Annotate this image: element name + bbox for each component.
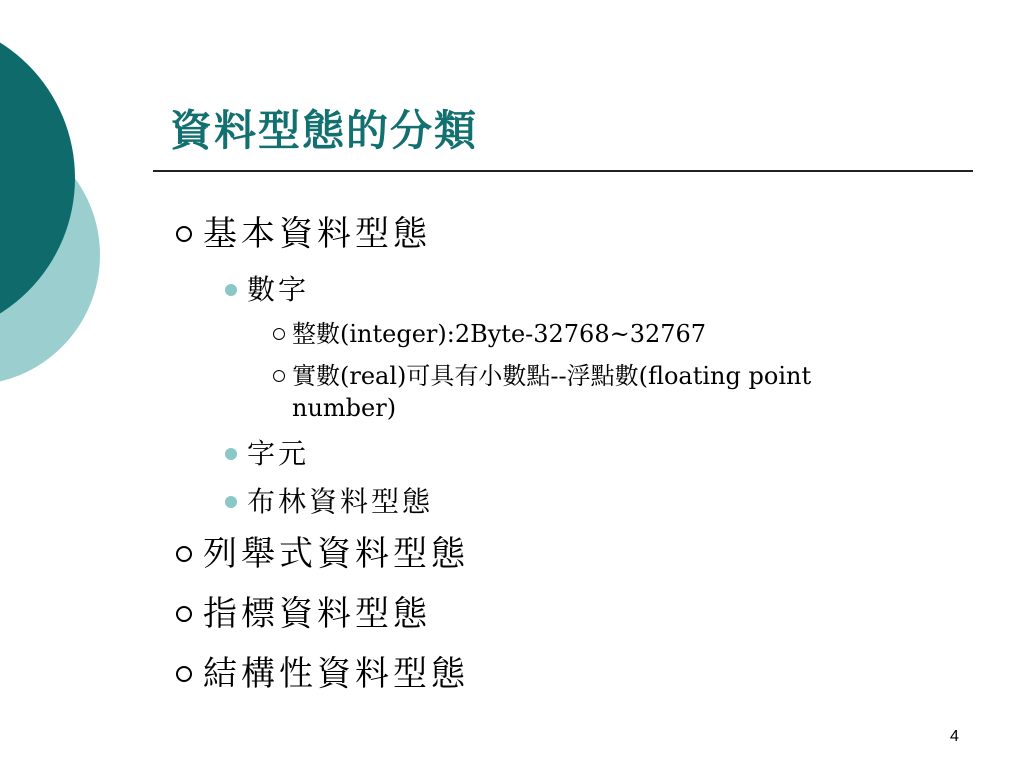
dot-bullet-icon xyxy=(215,270,247,310)
list-item-text: 數字 xyxy=(247,273,310,306)
bullet-list xyxy=(165,210,955,710)
hollow-circle-bullet-icon xyxy=(165,590,203,638)
slide-title: 資料型態的分類 xyxy=(170,106,479,155)
hollow-circle-bullet-icon xyxy=(265,318,292,350)
list-item-text: 整數(integer):2Byte-32768~32767 xyxy=(292,320,707,348)
hollow-circle-bullet-icon xyxy=(165,210,203,258)
list-item-text: 實數(real)可具有小數點--浮點數(floating point number) xyxy=(292,362,812,422)
list-item xyxy=(165,530,955,578)
hollow-circle-bullet-icon xyxy=(165,530,203,578)
hollow-circle-bullet-icon xyxy=(165,650,203,698)
dark-teal-circle xyxy=(0,18,75,338)
list-item-text: 列舉式資料型態 xyxy=(203,534,469,574)
list-item-text: 基本資料型態 xyxy=(203,214,431,254)
dot-bullet-icon xyxy=(215,434,247,474)
page-number: 4 xyxy=(950,728,959,745)
list-item-text: 布林資料型態 xyxy=(247,485,434,518)
list-item xyxy=(215,270,955,310)
list-item xyxy=(165,590,955,638)
list-item xyxy=(165,650,955,698)
dot-bullet-icon xyxy=(215,482,247,522)
title-divider xyxy=(153,170,973,172)
list-item-text: 字元 xyxy=(247,437,310,470)
list-item xyxy=(265,360,955,424)
list-item xyxy=(215,434,955,474)
list-item xyxy=(165,210,955,258)
list-item xyxy=(265,318,955,350)
hollow-circle-bullet-icon xyxy=(265,360,292,392)
list-item-text: 結構性資料型態 xyxy=(203,654,469,694)
list-item xyxy=(215,482,955,522)
light-teal-circle xyxy=(0,125,100,385)
list-item-text: 指標資料型態 xyxy=(203,594,431,634)
